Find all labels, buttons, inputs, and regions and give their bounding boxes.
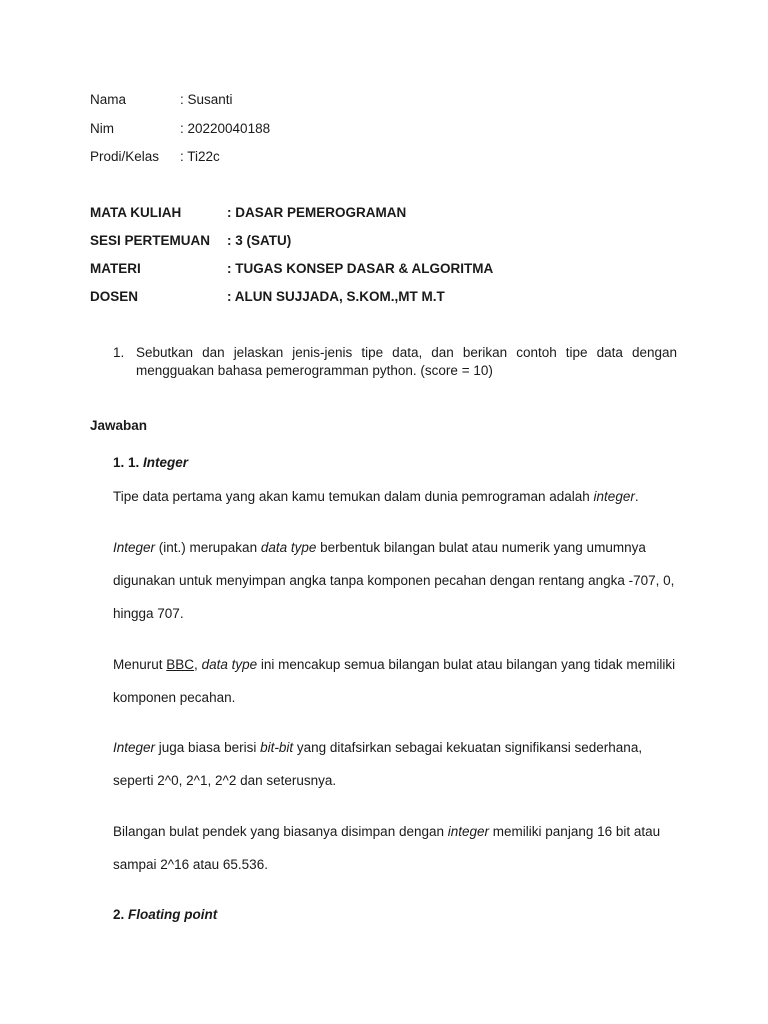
italic-term: integer	[447, 824, 490, 839]
mata-kuliah-value: : DASAR PEMEROGRAMAN	[227, 205, 407, 220]
question-text: Sebutkan dan jelaskan jenis-jenis tipe data, dan berikan contoh tipe data dengan mengguakan bahasa pemerogramman python. (score = 10)	[136, 345, 677, 378]
section-number: 1. 1.	[113, 455, 140, 470]
paragraph-text: ,	[194, 657, 202, 672]
nim-value: : 20220040188	[180, 121, 271, 136]
prodi-label: Prodi/Kelas	[90, 149, 160, 164]
bbc-link[interactable]: BBC	[166, 657, 195, 672]
paragraph-3	[113, 648, 678, 714]
italic-term: data type	[201, 657, 258, 672]
paragraph-text: Bilangan bulat pendek yang biasanya disimpan dengan	[113, 824, 448, 839]
dosen-label: DOSEN	[90, 289, 139, 304]
paragraph-text: Tipe data pertama yang akan kamu temukan dalam dunia pemrograman adalah	[113, 489, 594, 504]
sesi-value: : 3 (SATU)	[227, 233, 292, 248]
materi-value: : TUGAS KONSEP DASAR & ALGORITMA	[227, 261, 494, 276]
paragraph-4	[113, 731, 678, 797]
dosen-value: : ALUN SUJJADA, S.KOM.,MT M.T	[227, 289, 445, 304]
paragraph-text: juga biasa berisi	[155, 740, 261, 755]
nim-label: Nim	[90, 121, 114, 136]
paragraph-text: .	[634, 489, 639, 504]
italic-term: Integer	[113, 740, 156, 755]
section-number: 2.	[113, 907, 125, 922]
paragraph-1	[113, 480, 678, 513]
italic-term: Integer	[113, 540, 156, 555]
materi-label: MATERI	[90, 261, 141, 276]
italic-term: bit-bit	[260, 740, 294, 755]
paragraph-text: Menurut	[113, 657, 167, 672]
section-heading-floating-point	[113, 906, 217, 924]
nama-label: Nama	[90, 92, 127, 107]
paragraph-text: (int.) merupakan	[155, 540, 261, 555]
section-title: Floating point	[128, 907, 218, 922]
paragraph-2	[113, 531, 678, 630]
paragraph-5	[113, 815, 678, 881]
italic-term: integer	[593, 489, 635, 504]
prodi-value: : Ti22c	[180, 149, 220, 164]
nama-value: : Susanti	[180, 92, 233, 107]
mata-kuliah-label: MATA KULIAH	[90, 205, 182, 220]
paragraph-text: memiliki panjang 16 bit atau sampai 2^16 atau 65.536.	[113, 824, 661, 872]
paragraph-text: yang ditafsirkan sebagai kekuatan signifikansi sederhana, seperti 2^0, 2^1, 2^2 dan seterusnya.	[113, 740, 643, 788]
paragraph-text: ini mencakup semua bilangan bulat atau bilangan yang tidak memiliki komponen pecahan.	[113, 657, 676, 705]
answer-heading: Jawaban	[90, 418, 148, 433]
paragraph-text: berbentuk bilangan bulat atau numerik yang umumnya digunakan untuk menyimpan angka tanpa komponen pecahan dengan rentang angka -707, 0, hingga 707.	[113, 540, 675, 621]
section-title: Integer	[143, 455, 189, 470]
italic-term: data type	[260, 540, 317, 555]
question-number: 1.	[113, 345, 125, 360]
sesi-label: SESI PERTEMUAN	[90, 233, 211, 248]
section-heading-integer	[113, 454, 188, 472]
